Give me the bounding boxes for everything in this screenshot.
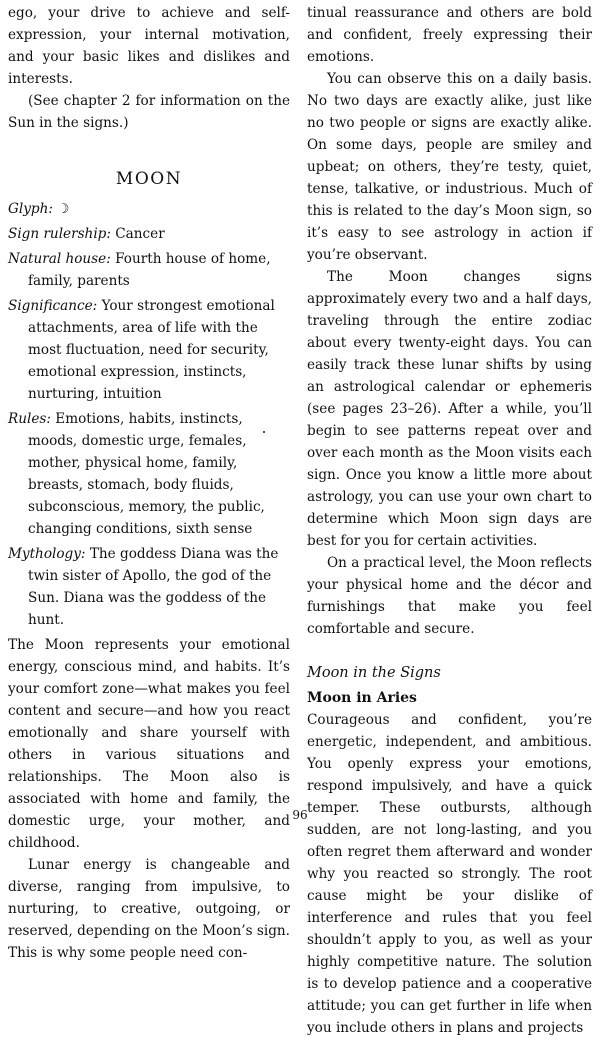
entry-value: Fourth house of home, family, parents: [28, 251, 271, 289]
moon-glyph-icon: ☽: [52, 201, 70, 217]
entry-value: Cancer: [110, 226, 165, 242]
glyph-entry: [8, 198, 290, 220]
mythology-entry: [8, 543, 290, 631]
planet-attributes: [8, 198, 290, 631]
entry-term: Rules:: [8, 411, 51, 427]
natural-house-entry: [8, 248, 290, 292]
entry-term: Natural house:: [8, 251, 111, 267]
stray-ink-mark: [263, 431, 265, 433]
body-paragraph: The Moon changes signs approximately every two and a half days, traveling through the entire zodiac about every twenty-eight days. You can easily track these lunar shifts by using an astrological calendar or ephemeris (see pages 23–26). After a while, you’ll begin to see patterns repeat over and over each month as the Moon visits each sign. Once you know a little more about astrology, you can use your own chart to determine which Moon sign days are best for you for certain activities.: [307, 269, 592, 549]
body-paragraph: tinual reassurance and others are bold and confident, freely expressing their emotions.: [307, 5, 592, 65]
intro-paragraph: ego, your drive to achieve and self-expression, your internal motivation, and your basic likes and dislikes and interests.: [8, 5, 290, 87]
page-number: 96: [292, 808, 308, 822]
body-paragraph: The Moon represents your emotional energy, conscious mind, and habits. It’s your comfort zone—what makes you feel content and secure—and how you react emotionally and share yourself with others in various situations and relationships. The Moon also is associated with home and family, the domestic urge, your mother, and childhood.: [8, 637, 290, 851]
entry-term: Sign rulership:: [8, 226, 111, 242]
body-paragraph: Courageous and confident, you’re energetic, independent, and ambitious. You openly express your emotions, respond impulsively, and have a quick temper. These outbursts, although sudden, are not long-lasting, and you often regret them afterward and wonder why you reacted so strongly. The root cause might be your dislike of interference and rules that you feel shouldn’t apply to you, as well as your highly competitive nature. The solution is to develop patience and a cooperative attitude; you can get further in life when you include others in plans and projects: [307, 712, 592, 1036]
section-title-moon: MOON: [115, 169, 183, 189]
entry-value: Your strongest emotional attachments, area of life with the most fluctuation, need for security, emotional expression, instincts, nurturing, intuition: [28, 298, 275, 402]
significance-entry: [8, 295, 290, 405]
section-heading: Moon in the Signs: [307, 665, 441, 681]
right-column: [307, 2, 592, 1039]
body-paragraph: You can observe this on a daily basis. No two days are exactly alike, just like no two people or signs are exactly alike. On some days, people are smiley and upbeat; on others, they’re testy, quiet, tense, talkative, or industrious. Much of this is related to the day’s Moon sign, so it’s easy to see astrology in action if you’re observant.: [307, 71, 592, 263]
entry-term: Mythology:: [8, 546, 86, 562]
sub-heading: Moon in Aries: [307, 690, 417, 706]
sign-rulership-entry: [8, 223, 290, 245]
entry-value: Emotions, habits, instincts, moods, domestic urge, females, mother, physical home, family, breasts, stomach, body fluids, subconscious, memory, the public, changing conditions, sixth sense: [28, 411, 265, 537]
body-paragraph: Lunar energy is changeable and diverse, ranging from impulsive, to nurturing, to creative, outgoing, or reserved, depending on the Moon’s sign. This is why some people need con-: [8, 857, 290, 961]
body-paragraph: On a practical level, the Moon reflects your physical home and the décor and furnishings that make you feel comfortable and secure.: [307, 555, 592, 637]
entry-term: Glyph:: [8, 201, 53, 217]
rules-entry: [8, 408, 290, 540]
entry-value: The goddess Diana was the twin sister of Apollo, the god of the Sun. Diana was the goddess of the hunt.: [28, 546, 279, 628]
chapter-reference: (See chapter 2 for information on the Sun in the signs.): [8, 93, 290, 131]
entry-term: Significance:: [8, 298, 98, 314]
